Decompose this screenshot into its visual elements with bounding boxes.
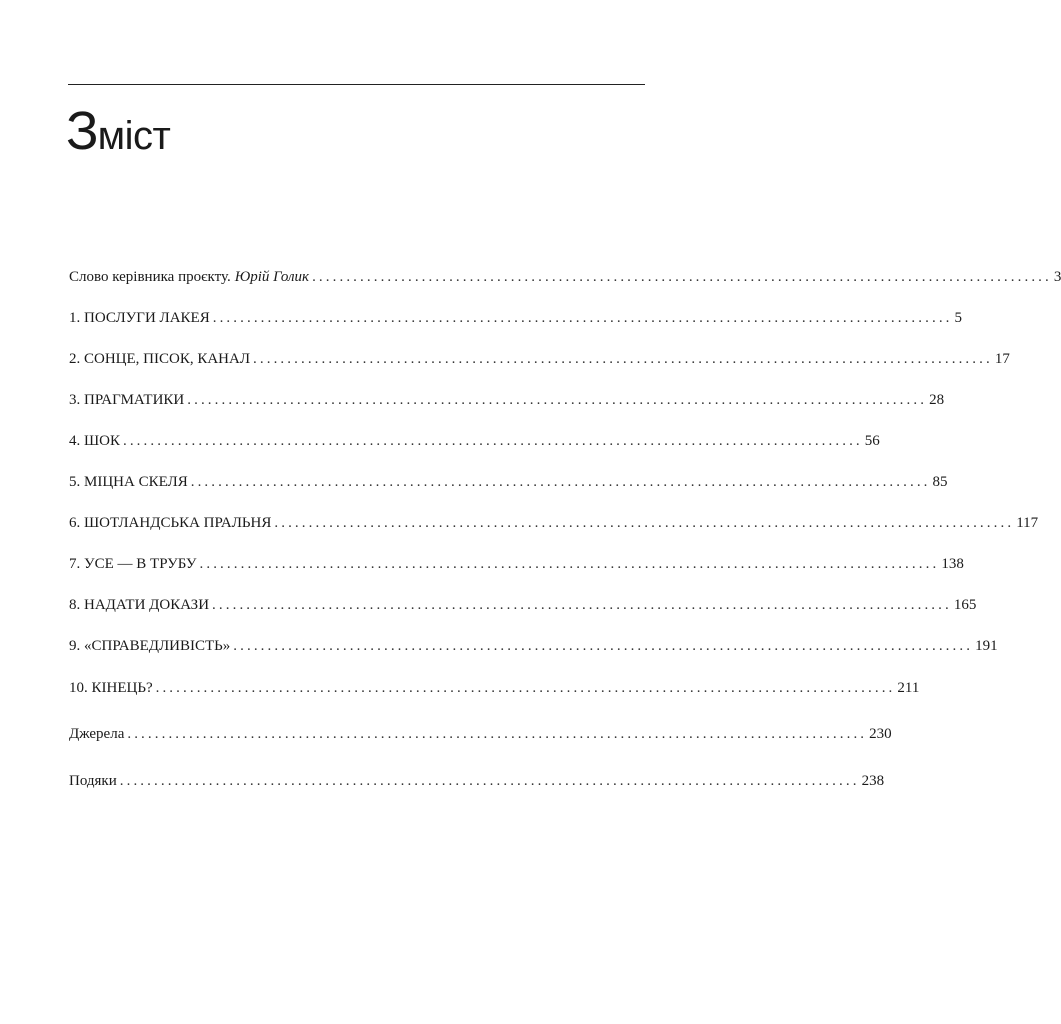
toc-entry-label: 1. ПОСЛУГИ ЛАКЕЯ xyxy=(69,310,210,326)
toc-entry-label: Слово керівника проєкту. xyxy=(69,269,231,285)
toc-entry-page: 28 xyxy=(929,392,945,408)
toc-entry-sources[interactable] xyxy=(69,725,892,743)
toc-entry-label: 9. «СПРАВЕДЛИВІСТЬ» xyxy=(69,638,231,654)
table-of-contents xyxy=(69,0,1061,1024)
toc-entry-page: 211 xyxy=(897,680,920,696)
toc-entry-page: 230 xyxy=(869,726,892,742)
toc-entry-chapter-3[interactable] xyxy=(69,391,945,409)
dot-leader: ............................................................................................................ xyxy=(312,269,1052,285)
toc-entry-chapter-10[interactable] xyxy=(69,679,920,697)
toc-entry-label: 5. МІЦНА СКЕЛЯ xyxy=(69,474,188,490)
toc-entry-label: 4. ШОК xyxy=(69,433,120,449)
toc-entry-label: Джерела xyxy=(69,726,125,742)
dot-leader: ............................................................................................................ xyxy=(199,556,940,572)
dot-leader: ............................................................................................................ xyxy=(122,433,863,449)
toc-entry-acknowledgements[interactable] xyxy=(69,772,885,790)
toc-entry-label: 8. НАДАТИ ДОКАЗИ xyxy=(69,597,210,613)
dot-leader: ............................................................................................................ xyxy=(274,515,1015,531)
dot-leader: ............................................................................................................ xyxy=(155,680,896,696)
toc-entry-page: 238 xyxy=(861,773,885,789)
toc-entry-chapter-8[interactable] xyxy=(69,596,977,614)
toc-entry-page: 17 xyxy=(994,351,1010,367)
toc-entry-chapter-9[interactable] xyxy=(69,637,998,655)
toc-entry-label: 6. ШОТЛАНДСЬКА ПРАЛЬНЯ xyxy=(69,515,272,531)
toc-entry-page: 138 xyxy=(941,556,964,572)
toc-entry-label: Подяки xyxy=(69,773,117,789)
dot-leader: ............................................................................................................ xyxy=(253,351,993,367)
toc-entry-page: 165 xyxy=(953,597,977,613)
toc-entry-page: 117 xyxy=(1016,515,1039,531)
toc-entry-chapter-5[interactable] xyxy=(69,473,948,491)
toc-entry-page: 3 xyxy=(1053,269,1061,285)
toc-entry-label: 7. УСЕ — В ТРУБУ xyxy=(69,556,197,572)
toc-entry-chapter-4[interactable] xyxy=(69,432,880,450)
toc-entry-page: 85 xyxy=(932,474,948,490)
toc-entry-label: 3. ПРАГМАТИКИ xyxy=(69,392,185,408)
toc-entry-foreword[interactable] xyxy=(69,268,1061,286)
toc-entry-chapter-2[interactable] xyxy=(69,350,1010,368)
toc-entry-chapter-7[interactable] xyxy=(69,555,964,573)
dot-leader: ............................................................................................................ xyxy=(212,310,953,326)
toc-entry-page: 5 xyxy=(954,310,963,326)
toc-entry-chapter-1[interactable] xyxy=(69,309,963,327)
toc-entry-author: Юрій Голик xyxy=(234,269,310,285)
toc-entry-label: 2. СОНЦЕ, ПІСОК, КАНАЛ xyxy=(69,351,251,367)
dot-leader: ............................................................................................................ xyxy=(119,773,860,789)
toc-entry-page: 56 xyxy=(864,433,880,449)
dot-leader: ............................................................................................................ xyxy=(212,597,952,613)
title-initial: З xyxy=(66,101,98,161)
toc-entry-chapter-6[interactable] xyxy=(69,514,1039,532)
dot-leader: ............................................................................................................ xyxy=(187,392,928,408)
toc-entry-page: 191 xyxy=(975,638,998,654)
dot-leader: ............................................................................................................ xyxy=(233,638,974,654)
toc-entry-label: 10. КІНЕЦЬ? xyxy=(69,680,153,696)
title-rest: міст xyxy=(97,114,171,158)
dot-leader: ............................................................................................................ xyxy=(190,474,931,490)
dot-leader: ............................................................................................................ xyxy=(127,726,868,742)
